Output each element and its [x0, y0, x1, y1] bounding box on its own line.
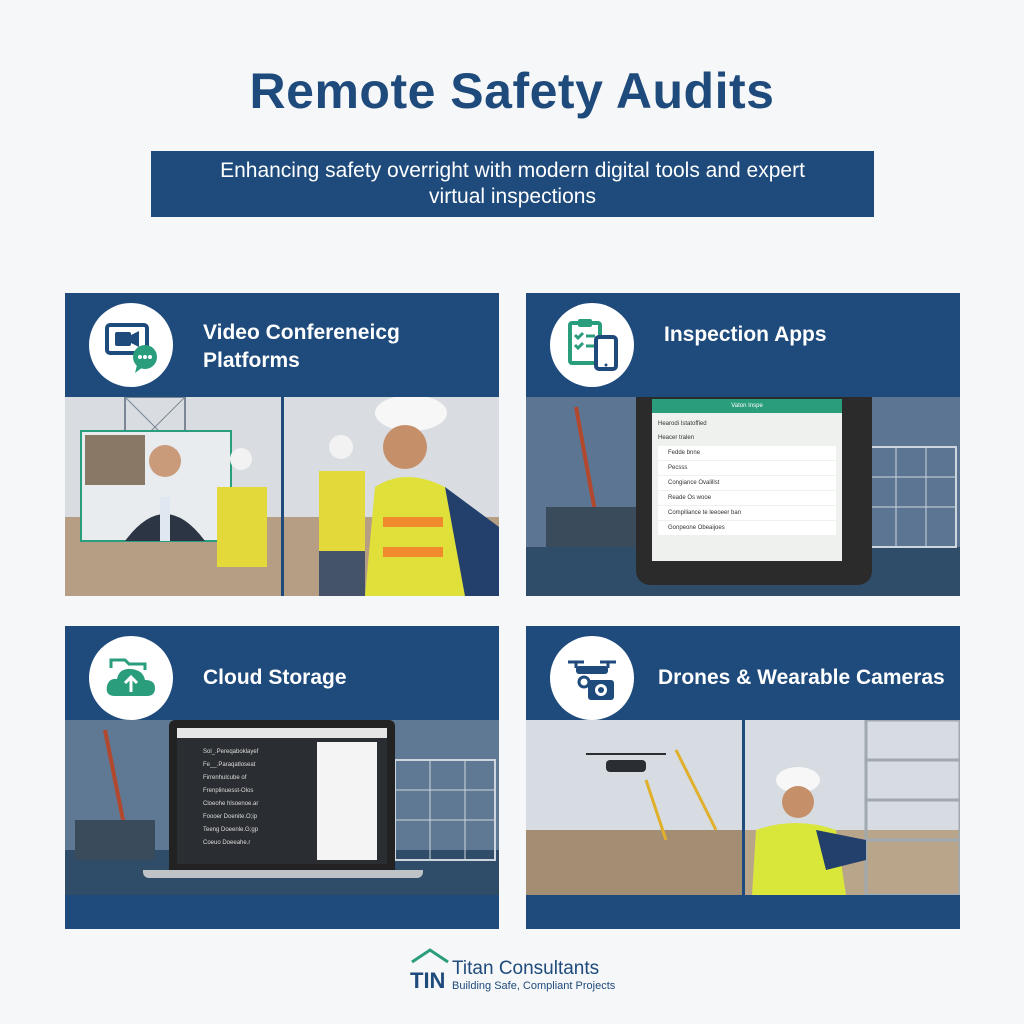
- drone-site-photo: [526, 720, 960, 895]
- side-panel: [317, 742, 377, 860]
- titan-logo-icon: [408, 946, 452, 994]
- card-title: Cloud Storage: [203, 666, 347, 689]
- list-item[interactable]: Reade Os wooe: [658, 491, 836, 505]
- tablet-device: [636, 397, 872, 585]
- laptop-site-photo: [65, 720, 499, 895]
- card-cloud-storage: [65, 626, 499, 929]
- list-item[interactable]: Compiliance te leeoeer ban: [658, 506, 836, 520]
- subtitle-banner: Enhancing safety overright with modern digital tools and expert virtual inspections: [151, 151, 874, 217]
- list-item[interactable]: Heacer tralen: [658, 435, 695, 441]
- browser-bar: [177, 728, 387, 738]
- card-drones-cameras: [526, 626, 960, 929]
- card-inspection-apps: [526, 293, 960, 596]
- list-item[interactable]: Teeng Doeenle.G;gp: [203, 827, 259, 833]
- list-item[interactable]: Fedde bnne: [658, 446, 836, 460]
- list-item[interactable]: Coeuo Doeeahe.r: [203, 840, 251, 846]
- list-item[interactable]: Cloeohe hlsoenoe.ar: [203, 801, 259, 807]
- video-chat-icon: [89, 303, 173, 387]
- drone-camera-icon: [550, 636, 634, 720]
- list-item[interactable]: Foooer Doenite.O;ip: [203, 814, 258, 820]
- list-item[interactable]: Gonpeone Obeaijoes: [658, 521, 836, 535]
- list-item[interactable]: Fe__.Paraqatloseat: [203, 762, 256, 768]
- laptop-base: [143, 870, 423, 878]
- card-title: Inspection Apps: [664, 323, 827, 346]
- list-item[interactable]: Hearodi Istatoffied: [658, 421, 707, 427]
- card-header: [526, 293, 960, 397]
- list-item[interactable]: Congiance Ovalillst: [658, 476, 836, 490]
- list-item[interactable]: Firrenhulcube of: [203, 775, 247, 781]
- company-tagline: Building Safe, Compliant Projects: [452, 980, 616, 992]
- laptop-screen: [177, 728, 387, 864]
- card-header: [526, 626, 960, 720]
- card-header: [65, 626, 499, 720]
- tablet-screen: [652, 399, 842, 561]
- logo-text: TIN: [410, 968, 446, 993]
- tablet-site-photo: [526, 397, 960, 596]
- checklist: [652, 413, 842, 540]
- file-list: [203, 746, 258, 850]
- card-video-conferencing: [65, 293, 499, 596]
- laptop-device: [169, 720, 395, 870]
- card-title: Video Confereneicg Platforms: [203, 321, 400, 372]
- list-item[interactable]: Pecsss: [658, 461, 836, 475]
- footer-branding: [408, 946, 638, 996]
- tablet-app-header: Vaton Inspe: [652, 399, 842, 413]
- list-item[interactable]: Frenplinuesst-Olos: [203, 788, 254, 794]
- construction-site-photo: [65, 397, 499, 596]
- card-title: Drones & Wearable Cameras: [658, 666, 945, 689]
- list-item[interactable]: Sol_.Pereqaboklayef: [203, 749, 259, 755]
- cloud-folder-icon: [89, 636, 173, 720]
- card-header: [65, 293, 499, 397]
- company-name: Titan Consultants: [452, 958, 600, 979]
- page-title: Remote Safety Audits: [249, 63, 775, 119]
- clipboard-tablet-icon: [550, 303, 634, 387]
